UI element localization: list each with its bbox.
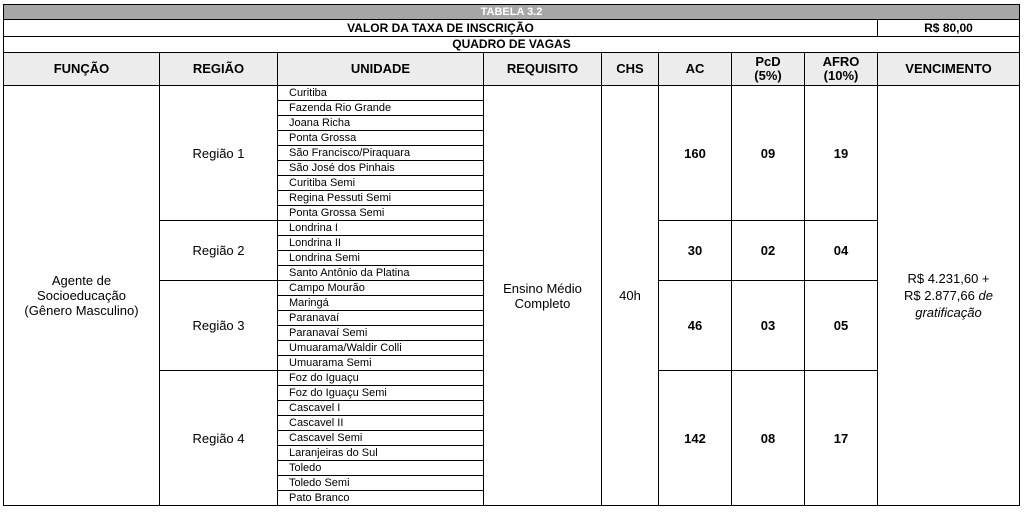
unit-cell: São José dos Pinhais xyxy=(278,161,484,176)
region-cell: Região 3 xyxy=(160,281,278,371)
unit-cell: Umuarama Semi xyxy=(278,356,484,371)
header-vencimento: VENCIMENTO xyxy=(878,53,1020,86)
pcd-cell: 09 xyxy=(732,86,805,221)
header-requisito: REQUISITO xyxy=(484,53,602,86)
header-regiao: REGIÃO xyxy=(160,53,278,86)
unit-cell: Ponta Grossa xyxy=(278,131,484,146)
requisito-line: Completo xyxy=(514,295,571,311)
afro-cell: 05 xyxy=(805,281,878,371)
unit-cell: Laranjeiras do Sul xyxy=(278,446,484,461)
ac-cell: 30 xyxy=(659,221,732,281)
pcd-cell: 08 xyxy=(732,371,805,506)
unit-cell: Foz do Iguaçu xyxy=(278,371,484,386)
vencimento-gratificacao-value: R$ 2.877,66 xyxy=(904,288,975,303)
header-ac: AC xyxy=(659,53,732,86)
header-funcao: FUNÇÃO xyxy=(4,53,160,86)
header-pcd-percent: (5%) xyxy=(754,68,782,83)
unit-cell: Londrina II xyxy=(278,236,484,251)
region-cell: Região 1 xyxy=(160,86,278,221)
unit-cell: Cascavel Semi xyxy=(278,431,484,446)
unit-cell: Joana Richa xyxy=(278,116,484,131)
pcd-cell: 02 xyxy=(732,221,805,281)
table-body xyxy=(4,86,1020,506)
afro-cell: 04 xyxy=(805,221,878,281)
unit-cell: Londrina I xyxy=(278,221,484,236)
table-row xyxy=(4,86,1020,101)
chs-cell: 40h xyxy=(602,86,659,506)
unit-cell: Campo Mourão xyxy=(278,281,484,296)
table-label: TABELA 3.2 xyxy=(4,5,1020,20)
header-afro-label: AFRO xyxy=(822,54,860,69)
subtitle-row xyxy=(4,37,1020,53)
header-afro xyxy=(805,53,878,86)
unit-cell: Curitiba Semi xyxy=(278,176,484,191)
unit-cell: Umuarama/Waldir Colli xyxy=(278,341,484,356)
unit-cell: Cascavel II xyxy=(278,416,484,431)
unit-cell: Toledo xyxy=(278,461,484,476)
header-pcd-label: PcD xyxy=(755,54,781,69)
funcao-line: Agente de xyxy=(51,273,112,288)
header-unidade: UNIDADE xyxy=(278,53,484,86)
funcao-cell xyxy=(4,86,160,506)
region-cell: Região 4 xyxy=(160,371,278,506)
unit-cell: São Francisco/Piraquara xyxy=(278,146,484,161)
vencimento-de: de xyxy=(978,288,993,303)
unit-cell: Londrina Semi xyxy=(278,251,484,266)
ac-cell: 160 xyxy=(659,86,732,221)
fee-row xyxy=(4,20,1020,37)
unit-cell: Regina Pessuti Semi xyxy=(278,191,484,206)
vencimento-gratificacao-label: gratificação xyxy=(915,305,982,320)
vacancy-table xyxy=(3,4,1020,506)
table-label-row xyxy=(4,5,1020,20)
unit-cell: Paranavaí xyxy=(278,311,484,326)
funcao-line: Socioeducação xyxy=(37,288,126,303)
pcd-cell: 03 xyxy=(732,281,805,371)
requisito-cell xyxy=(484,86,602,506)
afro-cell: 17 xyxy=(805,371,878,506)
header-pcd xyxy=(732,53,805,86)
fee-value: R$ 80,00 xyxy=(878,20,1020,37)
vacancy-table-container xyxy=(3,4,1020,506)
ac-cell: 142 xyxy=(659,371,732,506)
unit-cell: Maringá xyxy=(278,296,484,311)
table-subtitle: QUADRO DE VAGAS xyxy=(4,37,1020,53)
unit-cell: Cascavel I xyxy=(278,401,484,416)
unit-cell: Ponta Grossa Semi xyxy=(278,206,484,221)
header-afro-percent: (10%) xyxy=(823,68,859,83)
unit-cell: Curitiba xyxy=(278,86,484,101)
unit-cell: Toledo Semi xyxy=(278,476,484,491)
unit-cell: Santo Antônio da Platina xyxy=(278,266,484,281)
unit-cell: Foz do Iguaçu Semi xyxy=(278,386,484,401)
afro-cell: 19 xyxy=(805,86,878,221)
ac-cell: 46 xyxy=(659,281,732,371)
header-row xyxy=(4,53,1020,86)
funcao-line: (Gênero Masculino) xyxy=(24,303,139,318)
header-chs: CHS xyxy=(602,53,659,86)
vencimento-base: R$ 4.231,60 + xyxy=(907,271,990,286)
fee-label: VALOR DA TAXA DE INSCRIÇÃO xyxy=(4,20,878,37)
region-cell: Região 2 xyxy=(160,221,278,281)
unit-cell: Paranavaí Semi xyxy=(278,326,484,341)
unit-cell: Pato Branco xyxy=(278,491,484,506)
unit-cell: Fazenda Rio Grande xyxy=(278,101,484,116)
vencimento-cell xyxy=(878,86,1020,506)
requisito-line: Ensino Médio xyxy=(503,280,582,296)
